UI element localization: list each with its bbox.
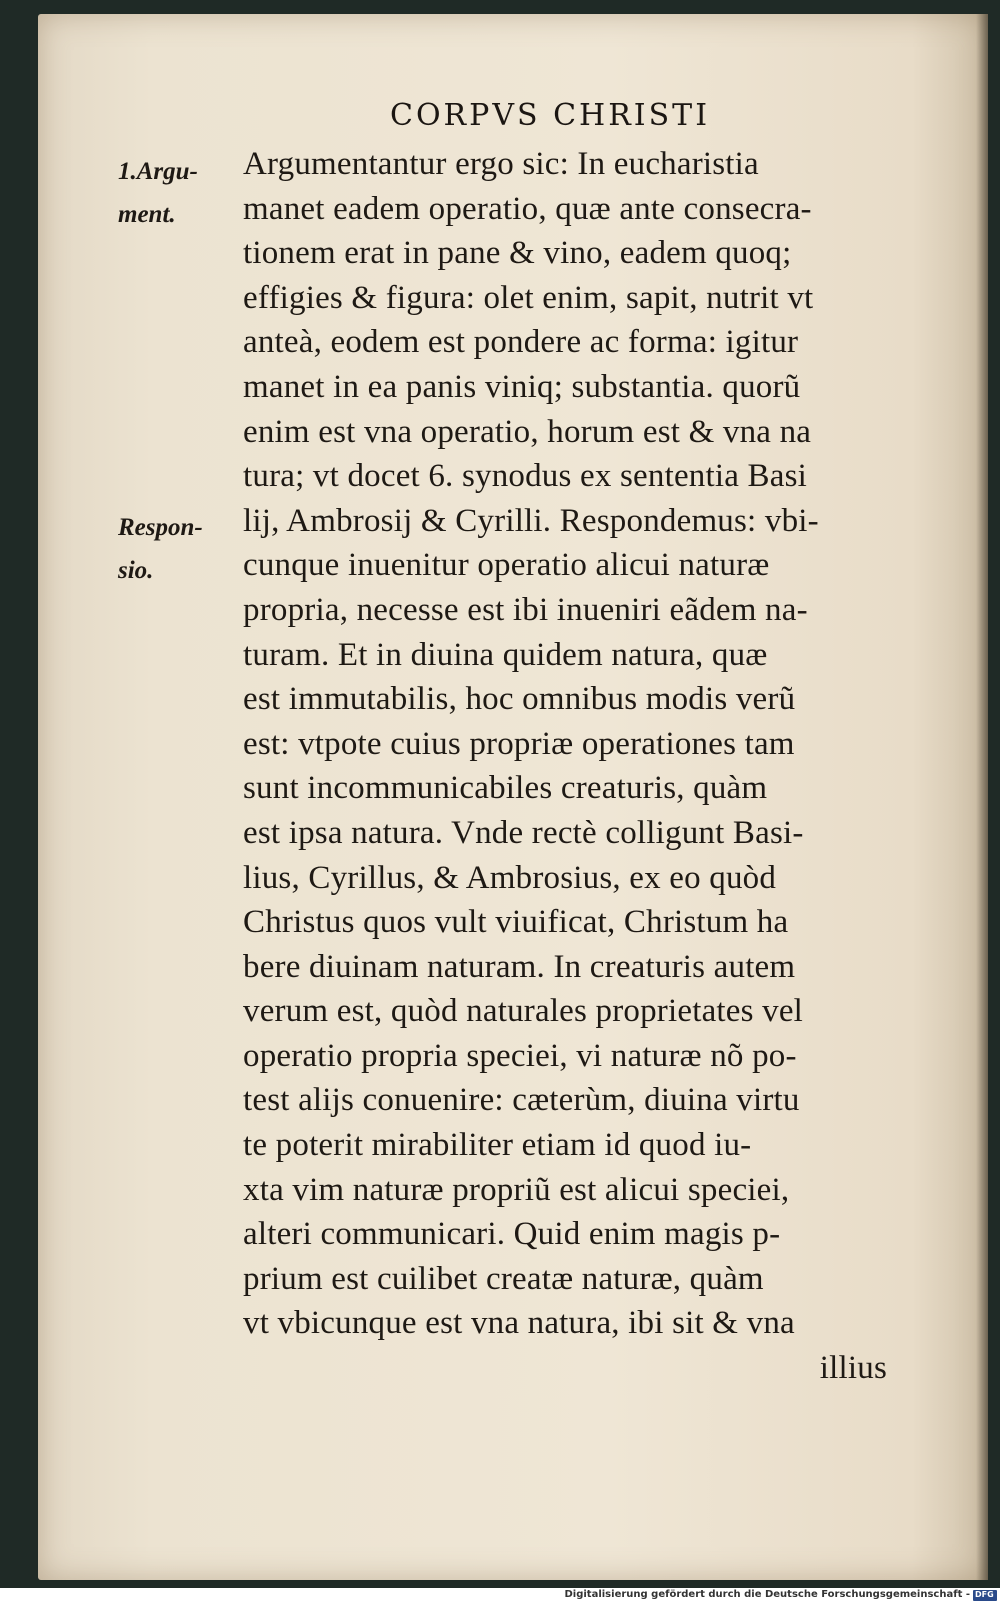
text-line: prium est cuilibet creatæ naturæ, quàm: [243, 1260, 764, 1297]
margin-note-responsio: [118, 506, 246, 592]
text-line: est immutabilis, hoc omnibus modis verũ: [243, 681, 796, 718]
text-line: lius, Cyrillus, & Ambrosius, ex eo quòd: [243, 859, 777, 896]
text-line: propria, necesse est ibi inueniri eãdem na-: [243, 591, 808, 628]
text-line: alteri communicari. Quid enim magis p-: [243, 1216, 781, 1253]
credit-text: Digitalisierung gefördert durch die Deutsche Forschungsgemeinschaft -: [564, 1589, 970, 1600]
text-line: turam. Et in diuina quidem natura, quæ: [243, 636, 768, 673]
dfg-logo-text: DFG: [975, 1590, 994, 1599]
margin-note-argument: [118, 150, 246, 236]
text-line: sunt incommunicabiles creaturis, quàm: [243, 770, 768, 807]
text-line: cunque inuenitur operatio alicui naturæ: [243, 547, 770, 584]
text-line: est: vtpote cuius propriæ operationes tam: [243, 725, 795, 762]
text-line: lij, Ambrosij & Cyrilli. Respondemus: vbi-: [243, 502, 819, 539]
dfg-logo: [973, 1590, 997, 1601]
text-line: enim est vna operatio, horum est & vna na: [243, 413, 812, 450]
text-line: vt vbicunque est vna natura, ibi sit & vna: [243, 1305, 795, 1342]
page-gutter-shadow: [976, 14, 988, 1580]
text-line: xta vim naturæ propriũ est alicui speciei,: [243, 1171, 790, 1208]
margin-note-line: Respon-: [118, 514, 203, 541]
body-text: [243, 142, 943, 1391]
text-line: manet eadem operatio, quæ ante consecra-: [243, 190, 812, 227]
text-line: manet in ea panis viniq; substantia. quorũ: [243, 368, 801, 405]
margin-note-line: ment.: [118, 201, 176, 228]
text-line: est ipsa natura. Vnde rectè colligunt Basi-: [243, 814, 804, 851]
text-line: Christus quos vult viuificat, Christum ha: [243, 904, 789, 941]
margin-note-line: sio.: [118, 557, 154, 584]
text-line: tionem erat in pane & vino, eadem quoq;: [243, 235, 792, 272]
text-line: test alijs conuenire: cæterùm, diuina virtu: [243, 1082, 800, 1119]
text-line: operatio propria speciei, vi naturæ nõ po-: [243, 1037, 797, 1074]
text-line: anteà, eodem est pondere ac forma: igitur: [243, 324, 799, 361]
digitization-credit-bar: [0, 1588, 1000, 1604]
text-line: tura; vt docet 6. synodus ex sententia Basi: [243, 458, 807, 495]
text-line: effigies & figura: olet enim, sapit, nutrit vt: [243, 279, 814, 316]
margin-note-line: 1.Argu-: [118, 158, 198, 185]
catchword: illius: [819, 1350, 887, 1387]
text-line: Argumentantur ergo sic: In eucharistia: [243, 146, 759, 182]
running-head: CORPVS CHRISTI: [390, 98, 711, 133]
text-line: verum est, quòd naturales proprietates vel: [243, 993, 804, 1030]
text-line: bere diuinam naturam. In creaturis autem: [243, 948, 796, 985]
text-line: te poterit mirabiliter etiam id quod iu-: [243, 1127, 752, 1164]
